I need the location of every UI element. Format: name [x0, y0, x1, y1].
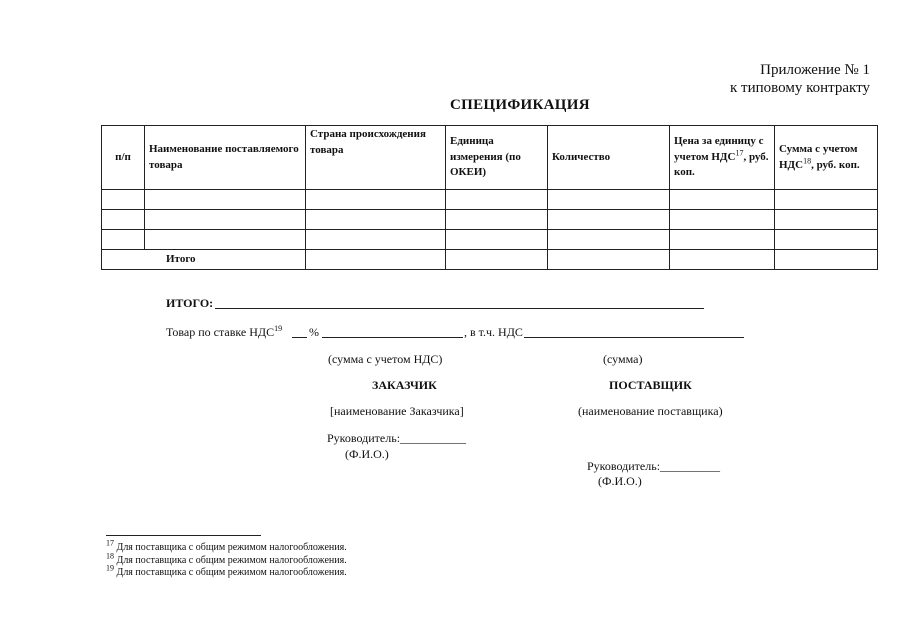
supplier-head: Руководитель:__________: [587, 459, 721, 473]
customer-head: Руководитель:___________: [327, 431, 467, 445]
header-unit: Единица измерения (по ОКЕИ): [446, 126, 548, 190]
vat-percent: %: [309, 325, 319, 339]
header-sum: [775, 126, 878, 190]
annex-reference: к типовому контракту: [730, 80, 870, 96]
table-row: [102, 190, 878, 210]
header-price: [670, 126, 775, 190]
header-qty: Количество: [548, 126, 670, 190]
footnote-18: [106, 551, 347, 566]
supplier-fio: (Ф.И.О.): [598, 474, 642, 488]
vat-prefix: [166, 325, 282, 340]
footnote-17: [106, 538, 347, 553]
itogo-line: [215, 308, 704, 309]
header-name: Наименование поставляемого товара: [145, 126, 306, 190]
footnote-19-num: 19: [106, 563, 114, 573]
footnote-18-text: Для поставщика с общим режимом налогообложения.: [114, 555, 347, 566]
caption-sum-with-vat: (сумма с учетом НДС): [328, 352, 443, 366]
header-price-tail: , руб. коп.: [674, 150, 769, 179]
header-sum-tail: , руб. коп.: [811, 158, 860, 171]
footnote-17-num: 17: [106, 538, 114, 548]
header-country: Страна происхождения товара: [306, 126, 446, 190]
vat-amount-line: [524, 337, 744, 338]
customer-fio: (Ф.И.О.): [345, 447, 389, 461]
customer-title: ЗАКАЗЧИК: [372, 378, 437, 392]
caption-sum: (сумма): [603, 352, 643, 366]
itogo-label: ИТОГО:: [166, 296, 214, 310]
footnote-18-num: 18: [106, 551, 114, 561]
table-total-row: [102, 250, 878, 270]
supplier-name: (наименование поставщика): [578, 404, 723, 418]
header-num: п/п: [102, 126, 145, 190]
vat-sum-line: [322, 337, 463, 338]
footnote-19: [106, 563, 347, 578]
header-sum-text: Сумма с учетом НДС: [779, 142, 858, 171]
footnote-ref-19: 19: [274, 324, 283, 333]
header-price-text: Цена за единицу с учетом НДС: [674, 134, 764, 163]
total-label: Итого: [102, 250, 306, 270]
vat-rate-line: [292, 337, 307, 338]
table-row: [102, 230, 878, 250]
footnote-ref-17: 17: [735, 147, 744, 157]
supplier-title: ПОСТАВЩИК: [609, 378, 692, 392]
footnote-19-text: Для поставщика с общим режимом налогообложения.: [114, 567, 347, 578]
vat-mid: , в т.ч. НДС: [464, 325, 523, 339]
footnote-ref-18: 18: [803, 155, 812, 165]
specification-table: [101, 125, 878, 270]
table-header-row: [102, 126, 878, 190]
annex-number: Приложение № 1: [760, 62, 870, 78]
footnote-separator: [106, 535, 261, 536]
table-row: [102, 210, 878, 230]
customer-name: [наименование Заказчика]: [330, 404, 464, 418]
document-title: СПЕЦИФИКАЦИЯ: [450, 97, 590, 113]
vat-prefix-text: Товар по ставке НДС: [166, 325, 275, 339]
footnote-17-text: Для поставщика с общим режимом налогообложения.: [114, 542, 347, 553]
